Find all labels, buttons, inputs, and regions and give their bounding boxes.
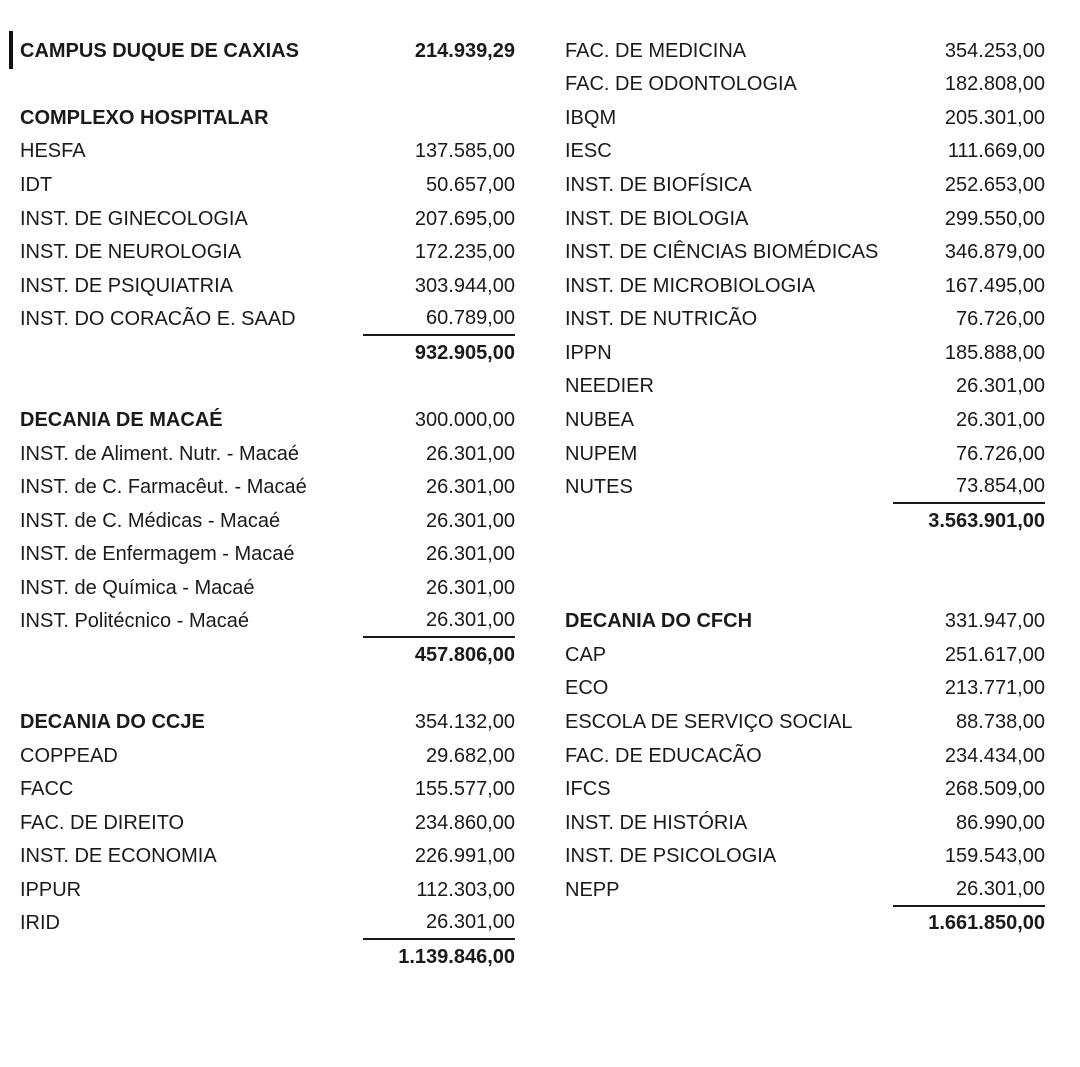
- unit-label: INST. de Aliment. Nutr. - Macaé: [20, 442, 299, 465]
- table-row: [565, 269, 1045, 303]
- unit-label: NEPP: [565, 878, 620, 901]
- unit-value: 111.669,00: [947, 140, 1045, 163]
- unit-value: 112.303,00: [416, 878, 515, 901]
- unit-value: 76.726,00: [956, 442, 1045, 465]
- unit-value: 252.653,00: [944, 174, 1045, 197]
- unit-value: 234.434,00: [944, 744, 1045, 767]
- unit-value: 26.301,00: [956, 375, 1045, 398]
- unit-value: 86.990,00: [956, 811, 1045, 834]
- table-row: [20, 303, 515, 337]
- section-title: CAMPUS DUQUE DE CAXIAS: [20, 39, 299, 62]
- unit-label: INST. DE MICROBIOLOGIA: [565, 274, 816, 297]
- unit-value: [363, 101, 515, 135]
- section-header-row: [565, 605, 1045, 639]
- table-row: [565, 705, 1045, 739]
- unit-label: ESCOLA DE SERVIÇO SOCIAL: [565, 711, 853, 734]
- section-total-row: [20, 336, 515, 370]
- unit-label: INST. de Enfermagem - Macaé: [20, 543, 295, 566]
- unit-label: INST. DE NUTRICÃO: [565, 308, 758, 331]
- unit-label: FACC: [20, 778, 74, 801]
- table-row: [20, 806, 515, 840]
- unit-value: 346.879,00: [944, 241, 1045, 264]
- unit-value: 73.854,00: [893, 470, 1045, 504]
- column-right: [565, 34, 1045, 940]
- table-row: [565, 470, 1045, 504]
- table-row: [20, 571, 515, 605]
- unit-value: 167.495,00: [944, 274, 1045, 297]
- unit-value: 60.789,00: [363, 303, 515, 337]
- unit-label: INST. DE BIOFÍSICA: [565, 174, 752, 197]
- table-row: [565, 303, 1045, 337]
- unit-value: 26.301,00: [426, 442, 515, 465]
- section-total-row: [20, 940, 515, 974]
- section-header-row: [20, 403, 515, 437]
- unit-label: HESFA: [20, 140, 86, 163]
- spacer-row: [20, 672, 515, 706]
- unit-value: 29.682,00: [426, 744, 515, 767]
- unit-value: 251.617,00: [944, 643, 1045, 666]
- section-total-value: 457.806,00: [414, 643, 515, 666]
- table-row: [20, 873, 515, 907]
- unit-value: 299.550,00: [944, 207, 1045, 230]
- unit-label: ECO: [565, 677, 609, 700]
- spacer-row: [20, 68, 515, 102]
- spacer-row: [565, 537, 1045, 571]
- unit-value: 88.738,00: [956, 711, 1045, 734]
- table-row: [565, 806, 1045, 840]
- table-row: [565, 336, 1045, 370]
- unit-label: COPPEAD: [20, 744, 118, 767]
- unit-value: 26.301,00: [956, 408, 1045, 431]
- table-row: [20, 437, 515, 471]
- unit-label: IPPUR: [20, 878, 82, 901]
- section-total-value: 932.905,00: [414, 341, 515, 364]
- section-title: DECANIA DO CFCH: [565, 610, 753, 633]
- table-row: [20, 605, 515, 639]
- unit-value: 300.000,00: [414, 408, 515, 431]
- section-header-row: [20, 705, 515, 739]
- unit-value: 205.301,00: [944, 106, 1045, 129]
- table-row: [565, 638, 1045, 672]
- section-total-value: 1.139.846,00: [398, 945, 515, 968]
- unit-label: INST. Politécnico - Macaé: [20, 610, 249, 633]
- unit-value: 354.253,00: [944, 39, 1045, 62]
- table-row: [20, 772, 515, 806]
- table-row: [565, 135, 1045, 169]
- table-row: [565, 772, 1045, 806]
- unit-value: 214.939,29: [414, 39, 515, 62]
- unit-value: 26.301,00: [426, 509, 515, 532]
- unit-label: INST. de Química - Macaé: [20, 576, 255, 599]
- unit-label: IESC: [565, 140, 612, 163]
- unit-value: 268.509,00: [944, 778, 1045, 801]
- table-row: [20, 739, 515, 773]
- unit-label: NUBEA: [565, 408, 634, 431]
- text-cursor-bar: [9, 31, 13, 69]
- unit-label: INST. DE ECONOMIA: [20, 845, 217, 868]
- unit-label: FAC. DE EDUCACÃO: [565, 744, 762, 767]
- unit-value: 155.577,00: [414, 778, 515, 801]
- table-row: [565, 437, 1045, 471]
- section-title: DECANIA DO CCJE: [20, 711, 205, 734]
- unit-label: NUPEM: [565, 442, 638, 465]
- section-header-row: [20, 101, 515, 135]
- table-row: [565, 873, 1045, 907]
- table-row: [565, 370, 1045, 404]
- unit-label: INST. DE PSICOLOGIA: [565, 845, 777, 868]
- unit-value: 331.947,00: [944, 610, 1045, 633]
- unit-label: INST. DE CIÊNCIAS BIOMÉDICAS: [565, 241, 879, 264]
- unit-value: 185.888,00: [944, 341, 1045, 364]
- table-row: [20, 235, 515, 269]
- unit-value: 50.657,00: [426, 174, 515, 197]
- table-row: [565, 68, 1045, 102]
- unit-value: 76.726,00: [956, 308, 1045, 331]
- spacer-row: [565, 571, 1045, 605]
- unit-label: NEEDIER: [565, 375, 654, 398]
- unit-label: NUTES: [565, 476, 633, 499]
- unit-value: 234.860,00: [414, 811, 515, 834]
- table-row: [20, 470, 515, 504]
- table-row: [565, 202, 1045, 236]
- table-row: [565, 101, 1045, 135]
- section-total-row: [565, 504, 1045, 538]
- unit-value: 213.771,00: [944, 677, 1045, 700]
- unit-value: 137.585,00: [414, 140, 515, 163]
- section-total-value: 1.661.850,00: [928, 912, 1045, 935]
- table-row: [20, 840, 515, 874]
- unit-label: IPPN: [565, 341, 612, 364]
- unit-label: INST. de C. Médicas - Macaé: [20, 509, 281, 532]
- table-row: [565, 672, 1045, 706]
- table-row: [20, 504, 515, 538]
- unit-label: INST. DO CORACÃO E. SAAD: [20, 308, 296, 331]
- unit-value: 182.808,00: [944, 73, 1045, 96]
- section-total-value: 3.563.901,00: [928, 509, 1045, 532]
- table-row: [565, 403, 1045, 437]
- unit-value: 26.301,00: [363, 907, 515, 941]
- unit-label: INST. DE GINECOLOGIA: [20, 207, 248, 230]
- unit-label: IBQM: [565, 106, 617, 129]
- unit-value: 226.991,00: [414, 845, 515, 868]
- unit-label: INST. de C. Farmacêut. - Macaé: [20, 476, 307, 499]
- table-row: [565, 840, 1045, 874]
- unit-value: 172.235,00: [414, 241, 515, 264]
- unit-label: FAC. DE DIREITO: [20, 811, 185, 834]
- section-header-row: [20, 34, 515, 68]
- table-row: [20, 202, 515, 236]
- unit-label: IFCS: [565, 778, 611, 801]
- unit-label: INST. DE PSIQUIATRIA: [20, 274, 233, 297]
- unit-label: INST. DE NEUROLOGIA: [20, 241, 242, 264]
- table-row: [20, 907, 515, 941]
- unit-label: FAC. DE MEDICINA: [565, 39, 747, 62]
- table-row: [565, 168, 1045, 202]
- table-row: [20, 269, 515, 303]
- table-row: [565, 34, 1045, 68]
- table-row: [20, 537, 515, 571]
- unit-value: 26.301,00: [426, 476, 515, 499]
- unit-value: 26.301,00: [426, 543, 515, 566]
- table-row: [20, 135, 515, 169]
- unit-value: 159.543,00: [944, 845, 1045, 868]
- unit-value: 207.695,00: [414, 207, 515, 230]
- unit-value: 303.944,00: [414, 274, 515, 297]
- spacer-row: [20, 370, 515, 404]
- table-row: [565, 235, 1045, 269]
- unit-label: INST. DE BIOLOGIA: [565, 207, 749, 230]
- section-total-row: [565, 907, 1045, 941]
- unit-value: 354.132,00: [414, 711, 515, 734]
- unit-label: FAC. DE ODONTOLOGIA: [565, 73, 797, 96]
- column-left: [20, 34, 515, 974]
- unit-label: CAP: [565, 643, 607, 666]
- unit-value: 26.301,00: [426, 576, 515, 599]
- unit-label: IDT: [20, 174, 53, 197]
- unit-label: IRID: [20, 912, 60, 935]
- unit-value: 26.301,00: [893, 873, 1045, 907]
- unit-label: INST. DE HISTÓRIA: [565, 811, 748, 834]
- unit-value: 26.301,00: [363, 605, 515, 639]
- section-title: COMPLEXO HOSPITALAR: [20, 106, 269, 129]
- section-total-row: [20, 638, 515, 672]
- section-title: DECANIA DE MACAÉ: [20, 408, 223, 431]
- table-row: [20, 168, 515, 202]
- table-row: [565, 739, 1045, 773]
